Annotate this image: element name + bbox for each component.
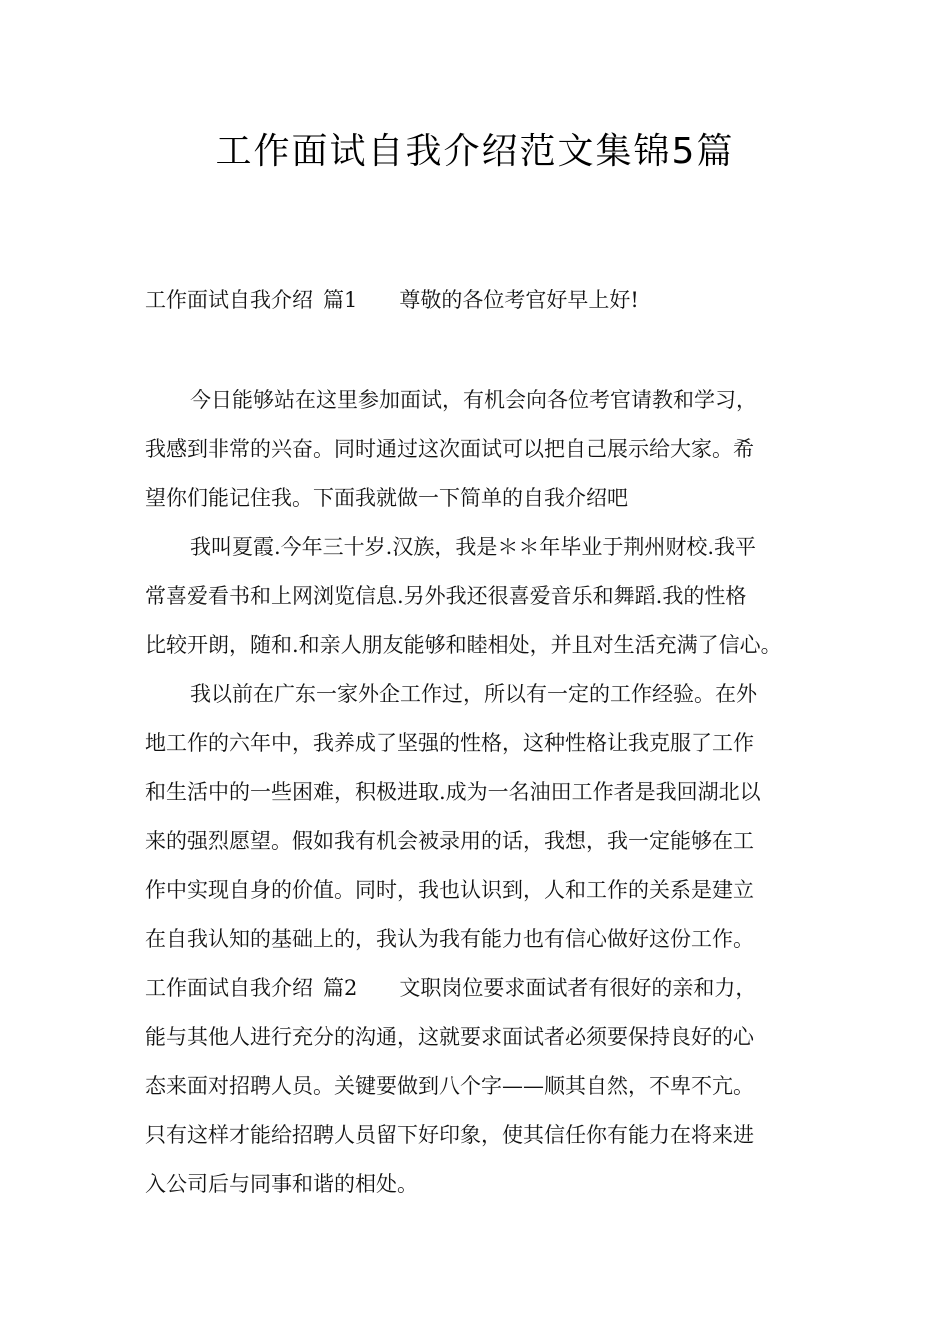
- paragraph-line: 作中实现自身的价值。同时，我也认识到，人和工作的关系是建立: [145, 878, 754, 902]
- paragraph: [145, 376, 811, 523]
- section-2-first-line: 文职岗位要求面试者有很好的亲和力，: [399, 976, 757, 1000]
- paragraph-line: 地工作的六年中，我养成了坚强的性格，这种性格让我克服了工作: [145, 731, 754, 755]
- paragraph-line: 常喜爱看书和上网浏览信息.另外我还很喜爱音乐和舞蹈.我的性格: [145, 584, 747, 608]
- paragraph-line: 能与其他人进行充分的沟通，这就要求面试者必须要保持良好的心: [145, 1025, 754, 1049]
- document-title: 工作面试自我介绍范文集锦5篇: [215, 131, 735, 172]
- paragraph-line: 态来面对招聘人员。关键要做到八个字——顺其自然，不卑不亢。: [145, 1074, 754, 1098]
- paragraph-line: 今日能够站在这里参加面试，有机会向各位考官请教和学习，: [190, 388, 757, 412]
- section-1-number: 篇1: [323, 288, 358, 312]
- section-1-header-line: [145, 276, 811, 325]
- paragraph-line: 和生活中的一些困难，积极进取.成为一名油田工作者是我回湖北以: [145, 780, 761, 804]
- section-2-header-line: [145, 964, 811, 1013]
- paragraph: [145, 523, 811, 670]
- paragraph-line: 我叫夏霞.今年三十岁.汉族，我是＊＊年毕业于荆州财校.我平: [190, 535, 757, 559]
- section-1-heading: 工作面试自我介绍: [145, 288, 313, 312]
- paragraph-line: 来的强烈愿望。假如我有机会被录用的话，我想，我一定能够在工: [145, 829, 754, 853]
- section-1-header-block: [145, 276, 811, 325]
- section-2: [145, 964, 811, 1209]
- document-body: [145, 376, 811, 1209]
- section-1-greeting: 尊敬的各位考官好早上好!: [399, 288, 639, 312]
- paragraph-line: 我感到非常的兴奋。同时通过这次面试可以把自己展示给大家。希: [145, 437, 754, 461]
- paragraph-line: 只有这样才能给招聘人员留下好印象，使其信任你有能力在将来进: [145, 1123, 754, 1147]
- section-2-heading: 工作面试自我介绍: [145, 976, 313, 1000]
- paragraph-line: 望你们能记住我。下面我就做一下简单的自我介绍吧: [145, 486, 628, 510]
- paragraph-line: 在自我认知的基础上的，我认为我有能力也有信心做好这份工作。: [145, 927, 754, 951]
- paragraph-line: 比较开朗，随和.和亲人朋友能够和睦相处，并且对生活充满了信心。: [145, 633, 782, 657]
- section-2-number: 篇2: [323, 976, 358, 1000]
- paragraph-line: 我以前在广东一家外企工作过，所以有一定的工作经验。在外: [190, 682, 757, 706]
- paragraph-line: 入公司后与同事和谐的相处。: [145, 1172, 418, 1196]
- paragraph: [145, 670, 811, 964]
